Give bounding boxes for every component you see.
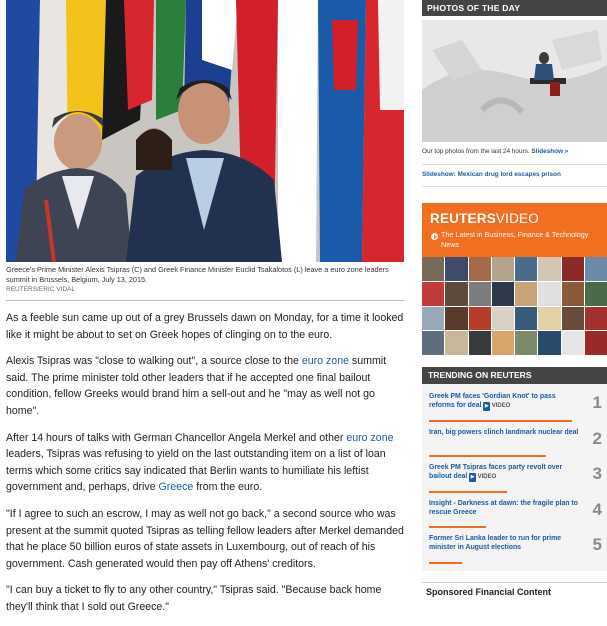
link-greece[interactable]: Greece [158, 481, 194, 494]
slideshow-link[interactable]: Slideshow » [531, 148, 569, 155]
trending-item[interactable] [422, 496, 607, 532]
trending-title[interactable] [429, 389, 583, 411]
potd-caption [422, 147, 607, 156]
brand: REUTERS [430, 211, 496, 226]
potd-photo [422, 20, 607, 142]
popularity-bar [429, 455, 546, 457]
text: Alexis Tsipras was "close to walking out", a source close to the [6, 355, 302, 368]
thumb [492, 307, 514, 331]
thumb [538, 331, 560, 355]
link-euro-zone[interactable]: euro zone [301, 355, 349, 368]
video-tag [483, 403, 510, 409]
thumb [562, 257, 584, 281]
trending-list [422, 384, 607, 571]
play-icon [431, 233, 438, 240]
video-badge-icon: ▶ [484, 403, 489, 409]
trending-title[interactable] [429, 460, 583, 482]
thumb [492, 257, 514, 281]
paragraph-2 [6, 353, 404, 419]
popularity-bar [429, 420, 572, 422]
trending-rank: 1 [592, 393, 602, 412]
article-photo-image [6, 0, 404, 262]
article-body [6, 310, 404, 616]
text: After 14 hours of talks with German Chancellor Angela Merkel and other [6, 431, 347, 444]
trending-title[interactable]: Insight - Darkness at dawn: the fragile plan to rescue Greece [429, 499, 578, 516]
trending-item[interactable] [422, 531, 607, 567]
trending-rank: 3 [592, 464, 602, 483]
text: Our top photos from the last 24 hours. [422, 148, 532, 155]
link-euro-zone-2[interactable]: euro zone [346, 431, 394, 444]
thumb [585, 257, 607, 281]
popularity-bar [429, 562, 462, 564]
divider [422, 164, 607, 165]
article-column [6, 0, 404, 626]
video-tag [469, 474, 496, 480]
thumb [515, 307, 537, 331]
paragraph-1: As a feeble sun came up out of a grey Brussels dawn on Monday, for a time it looked like it might be about to set on Greek hopes of clinging on to the euro. [6, 312, 404, 341]
video-badge-icon: ▶ [470, 474, 475, 480]
trending-header: TRENDING ON REUTERS [422, 367, 607, 384]
mexican-drug-lord-slideshow-link[interactable]: Slideshow: Mexican drug lord escapes prison [422, 171, 561, 178]
reuters-video-logo [430, 211, 539, 226]
thumb [562, 331, 584, 355]
photos-of-the-day-header: PHOTOS OF THE DAY [422, 0, 607, 16]
trending-item[interactable] [422, 389, 607, 425]
text: VIDEO [491, 403, 511, 409]
thumb [445, 331, 467, 355]
brand-suffix: VIDEO [495, 211, 539, 226]
photo-caption: Greece's Prime Minister Alexis Tsipras (C) and Greek Finance Minister Euclid Tsakalotos (L) leave a euro zone leaders summit in Brussels, Belgium, July 13, 2015. [6, 265, 389, 284]
popularity-bar [429, 526, 486, 528]
thumb [422, 331, 444, 355]
text: VIDEO [477, 474, 497, 480]
thumb [445, 257, 467, 281]
thumb [538, 307, 560, 331]
thumb [515, 257, 537, 281]
thumb [515, 331, 537, 355]
thumb [585, 282, 607, 306]
text: from the euro. [193, 481, 263, 494]
thumb [469, 331, 491, 355]
photo-credit: REUTERS/ERIC VIDAL [6, 286, 75, 293]
trending-title[interactable]: Former Sri Lanka leader to run for prime minister in August elections [429, 535, 562, 551]
thumb [538, 257, 560, 281]
trending-item[interactable] [422, 460, 607, 496]
reuters-video-ad[interactable] [422, 203, 607, 257]
thumb [585, 307, 607, 331]
trending-rank: 5 [592, 535, 602, 554]
thumb [422, 257, 444, 281]
thumb [515, 282, 537, 306]
thumb [492, 331, 514, 355]
photos-of-the-day-image[interactable] [422, 20, 607, 142]
trending-item[interactable] [422, 425, 607, 461]
thumb [562, 282, 584, 306]
thumb [422, 307, 444, 331]
thumb [445, 282, 467, 306]
sidebar [422, 0, 607, 597]
divider [6, 300, 404, 301]
paragraph-4: "If I agree to such an escrow, I may as well not go back," a second source who was present at the summit quoted Tsipras as telling fellow leaders after Merkel demanded that he place 50 billion euros of state assets in Luxembourg, out of reach of his government. Cash generated would then pay off Athens' creditors. [6, 507, 404, 570]
thumb [445, 307, 467, 331]
video-thumbnail-mosaic[interactable] [422, 257, 607, 355]
thumb [469, 282, 491, 306]
text: summit said. The prime minister told other leaders that if he accepted one final bailout condition, fellow Greeks would brand him a sell-out and he "may as well not go home". [6, 355, 387, 417]
thumb [562, 307, 584, 331]
thumb [585, 331, 607, 355]
text: Greek PM faces 'Gordian Knot' to pass reforms for deal [429, 393, 556, 409]
thumb [538, 282, 560, 306]
trending-rank: 4 [592, 499, 602, 519]
video-tagline: The Latest in Business, Finance & Technology News [441, 230, 589, 249]
thumb [492, 282, 514, 306]
text: Greek PM Tsipras faces party revolt over bailout deal [429, 464, 563, 480]
sponsored-content-header: Sponsored Financial Content [422, 582, 607, 597]
trending-title[interactable]: Iran, big powers clinch landmark nuclear deal [429, 428, 579, 436]
article-photo[interactable] [6, 0, 404, 262]
paragraph-5: "I can buy a ticket to fly to any other country," Tsipras said. "Because back home they'll think that I sold out Greece." [6, 584, 382, 613]
trending-rank: 2 [592, 428, 602, 448]
thumb [422, 282, 444, 306]
thumb [469, 307, 491, 331]
paragraph-3 [6, 430, 404, 496]
popularity-bar [429, 491, 507, 493]
thumb [469, 257, 491, 281]
divider [422, 186, 607, 187]
text: leaders, Tsipras was refusing to yield on the last outstanding item on a list of loan terms which some critics say indicated that Berlin wants to humiliate his leftist government and, perhaps, drive [6, 448, 386, 494]
